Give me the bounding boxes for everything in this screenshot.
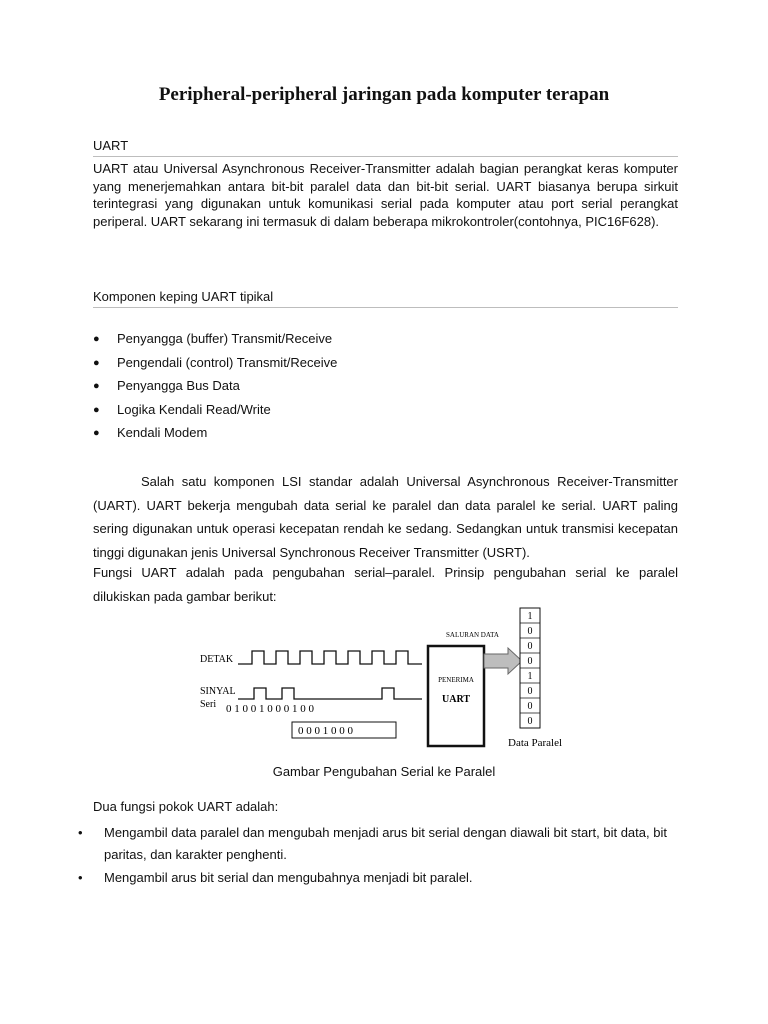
data-line-label: SALURAN DATA [446,631,499,639]
serial-label: Seri [200,699,217,710]
shift-bits: 0 0 0 1 0 0 0 [298,725,353,737]
bullet-icon: ● [93,333,100,345]
list-item: ● Penyangga Bus Data [93,376,337,400]
parallel-register [520,608,540,728]
list-item: ● Logika Kendali Read/Write [93,400,337,424]
section-heading-uart: UART [93,138,678,157]
data-line-arrow [484,648,522,674]
clock-label: DETAK [200,654,234,665]
uart-diagram-svg [190,604,580,754]
receiver-name: UART [442,694,470,705]
parallel-bit: 0 [527,656,533,667]
signal-label: SINYAL [200,686,236,697]
uart-diagram [190,604,580,759]
serial-bits: 0 1 0 0 1 0 0 0 1 0 0 [226,703,314,715]
figure-caption: Gambar Pengubahan Serial ke Paralel [272,764,496,779]
bullet-icon: • [78,825,83,840]
list-item: ● Penyangga (buffer) Transmit/Receive [93,329,337,353]
bullet-icon: ● [93,427,100,439]
list-item: • Mengambil arus bit serial dan mengubahnya menjadi bit paralel. [78,867,678,889]
bullet-icon: ● [93,403,100,416]
parallel-bit: 1 [527,671,533,682]
section-heading-components: Komponen keping UART tipikal [93,289,678,308]
bullet-icon: • [78,870,83,885]
bullet-icon: ● [93,380,100,392]
parallel-bit: 0 [527,626,533,637]
parallel-bit: 0 [527,686,533,697]
list-item: ● Pengendali (control) Transmit/Receive [93,353,337,377]
parallel-bit: 0 [527,641,533,652]
functions-list [78,822,678,890]
parallel-bit: 0 [527,716,533,727]
parallel-label: Data Paralel [508,737,563,749]
uart-description: UART atau Universal Asynchronous Receiver-Transmitter adalah bagian perangkat keras komputer yang menerjemahkan antara bit-bit paralel data dan bit-bit serial. UART biasanya berupa sirkuit terintegrasi yang digunakan untuk komunikasi serial pada komputer atau port serial perangkat periperal. UART sekarang ini termasuk di dalam beberapa mikrokontroler(contohnya, PIC16F628). [93,161,678,229]
body-paragraph-1: Salah satu komponen LSI standar adalah Universal Asynchronous Receiver-Transmitter (UART). UART bekerja mengubah data serial ke paralel dan data paralel ke serial. UART paling sering digunakan untuk operasi kecepatan rendah ke sedang. Sedangkan untuk transmisi kecepatan tinggi digunakan jenis Universal Synchronous Receiver Transmitter (USRT). [93,474,678,560]
page-title: Peripheral-peripheral jaringan pada komputer terapan [158,84,610,105]
list-item: ● Kendali Modem [93,423,337,447]
components-list [93,329,337,447]
parallel-bit: 1 [527,611,533,622]
body-paragraph-2: Fungsi UART adalah pada pengubahan serial–paralel. Prinsip pengubahan serial ke paralel dilukiskan pada gambar berikut: [93,565,678,604]
functions-label: Dua fungsi pokok UART adalah: [93,799,279,814]
list-item: • Mengambil data paralel dan mengubah menjadi arus bit serial dengan diawali bit start, bit data, bit paritas, dan karakter penghenti. [78,822,678,866]
bullet-icon: ● [93,356,100,369]
parallel-bit: 0 [527,701,533,712]
clock-waveform [238,651,422,664]
signal-waveform [238,688,422,699]
receiver-label: PENERIMA [438,676,474,684]
